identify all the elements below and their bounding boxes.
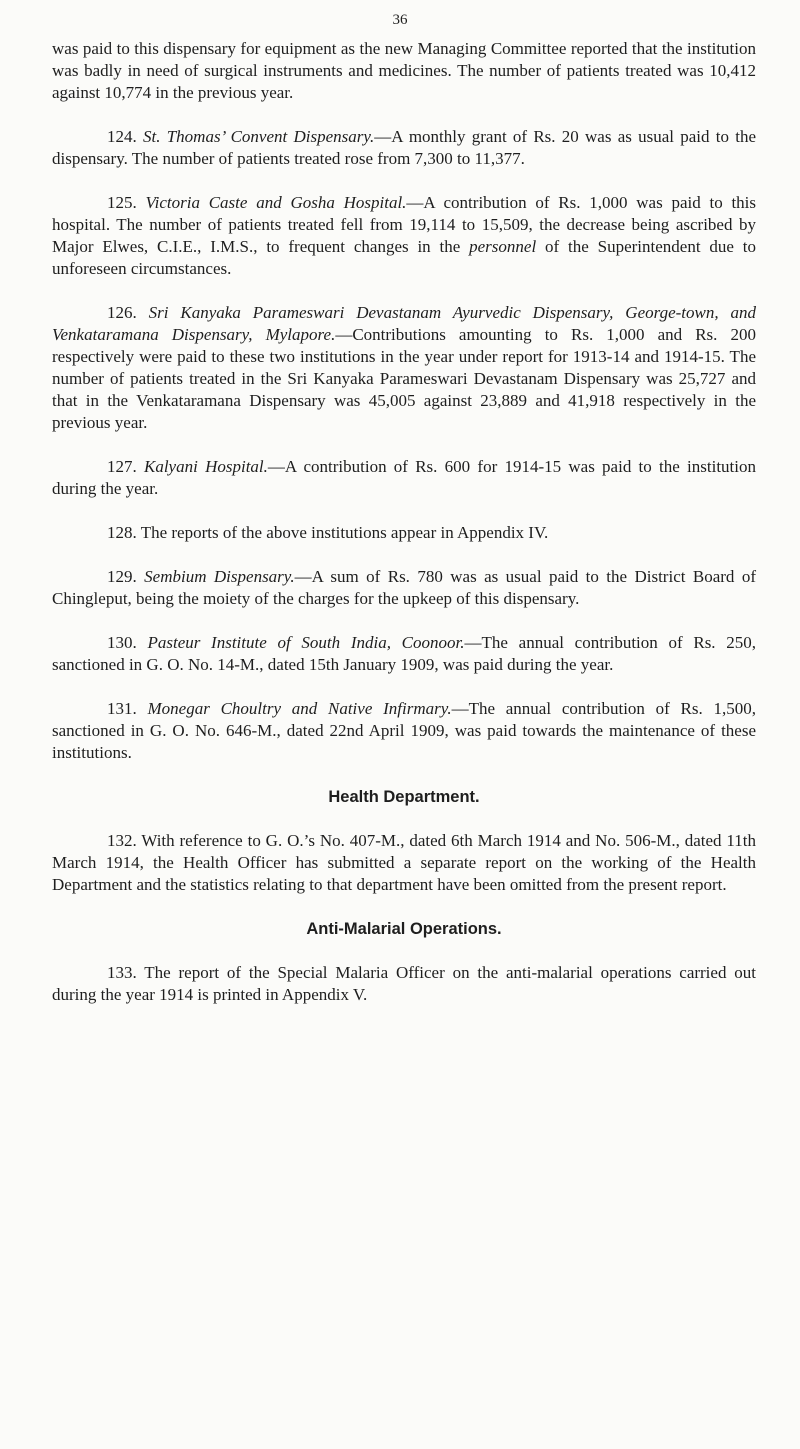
paragraph-title: Sembium Dispensary. [144,567,295,586]
paragraph-title: Monegar Choultry and Native Infirmary. [147,699,452,718]
paragraph-127: 127. Kalyani Hospital.—A contribution of Rs. 600 for 1914-15 was paid to the institution during the year. [52,457,756,498]
paragraph-title: Sri Kanyaka Parameswari Devastanam Ayurvedic Dispensary, George-town, and Venkataramana Dispensary, Mylapore. [52,303,757,344]
body-text [52,38,756,1028]
paragraph-title: Victoria Caste and Gosha Hospital. [145,193,407,212]
section-heading-health: Health Department. [328,788,480,806]
section-heading-anti-malarial: Anti-Malarial Operations. [306,920,502,938]
paragraph-128: 128. The reports of the above institutions appear in Appendix IV. [107,523,549,542]
page-number: 36 [392,12,408,28]
paragraph-133: 133. The report of the Special Malaria Officer on the anti-malarial operations carried out during the year 1914 is printed in Appendix V. [52,963,756,1004]
paragraph-title: Kalyani Hospital. [144,457,268,476]
paragraph-continued: was paid to this dispensary for equipment as the new Managing Committee reported that the institution was badly in need of surgical instruments and medicines. The number of patients treated was 10,412 against 10,774 in the previous year. [52,39,756,102]
paragraph-124: 124. St. Thomas’ Convent Dispensary.—A monthly grant of Rs. 20 was as usual paid to the dispensary. The number of patients treated rose from 7,300 to 11,377. [52,127,757,168]
paragraph-126: 126. Sri Kanyaka Parameswari Devastanam Ayurvedic Dispensary, George-town, and Venkataramana Dispensary, Mylapore.—Contributions amounting to Rs. 1,000 and Rs. 200 respectively were paid to these two institutions in the year under report for 1913-14 and 1914-15. The number of patients treated in the Sri Kanyaka Parameswari Devastanam Dispensary was 25,727 and that in the Venkataramana Dispensary was 45,005 against 23,889 and 41,918 respectively in the previous year. [52,303,757,432]
paragraph-title: Pasteur Institute of South India, Coonoor. [147,633,465,652]
paragraph-130: 130. Pasteur Institute of South India, Coonoor.—The annual contribution of Rs. 250, sanctioned in G. O. No. 14-M., dated 15th January 1909, was paid during the year. [52,633,757,674]
italic-term: personnel [469,237,537,256]
paragraph-132: 132. With reference to G. O.’s No. 407-M., dated 6th March 1914 and No. 506-M., dated 11th March 1914, the Health Officer has submitted a separate report on the working of the Health Department and the statistics relating to that department have been omitted from the present report. [52,831,756,894]
paragraph-131: 131. Monegar Choultry and Native Infirmary.—The annual contribution of Rs. 1,500, sanctioned in G. O. No. 646-M., dated 22nd April 1909, was paid towards the maintenance of these institutions. [52,699,757,762]
paragraph-125: 125. Victoria Caste and Gosha Hospital.—A contribution of Rs. 1,000 was paid to this hospital. The number of patients treated fell from 19,114 to 15,509, the decrease being ascribed by Major Elwes, C.I.E., I.M.S., to frequent changes in the personnel of the Superintendent due to unforeseen circumstances. [52,193,757,278]
paragraph-title: St. Thomas’ Convent Dispensary. [143,127,375,146]
paragraph-129: 129. Sembium Dispensary.—A sum of Rs. 780 was as usual paid to the District Board of Chingleput, being the moiety of the charges for the upkeep of this dispensary. [52,567,756,608]
